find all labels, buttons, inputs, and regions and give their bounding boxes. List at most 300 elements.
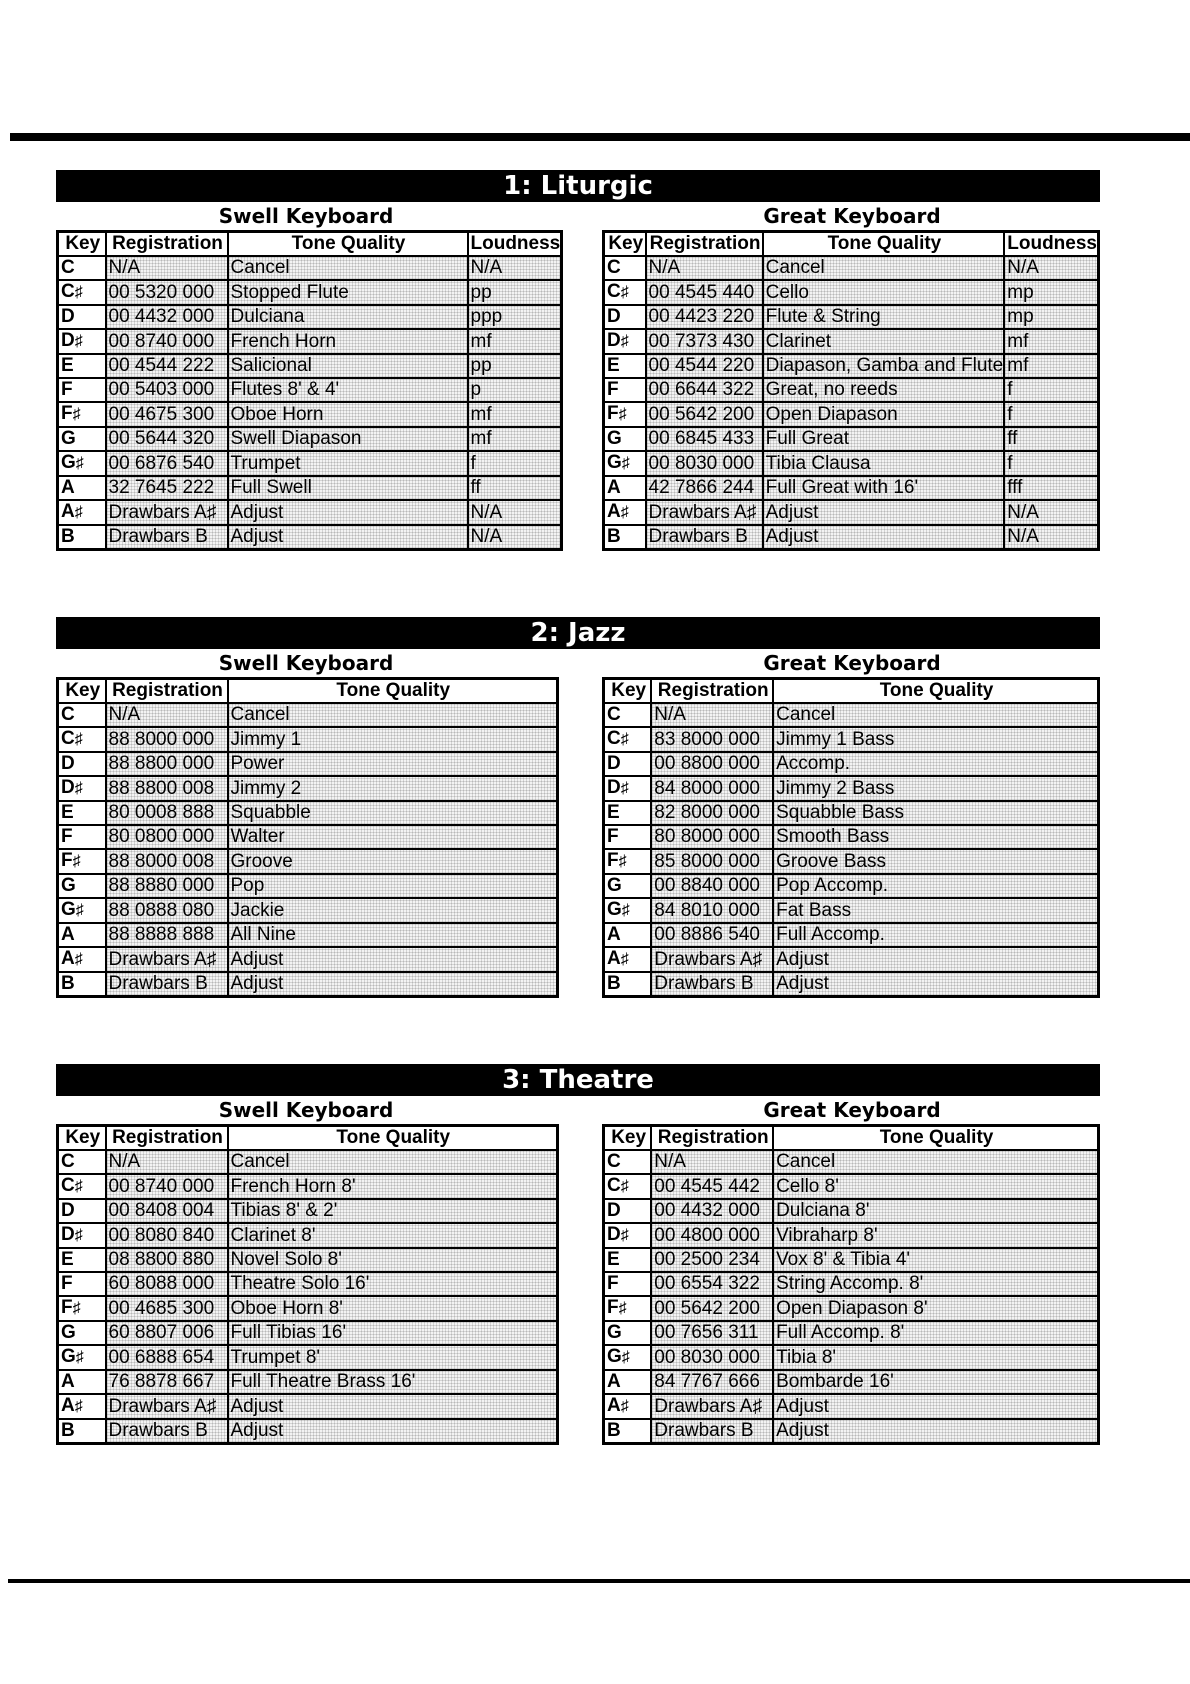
- table-row: [58, 703, 558, 727]
- table-row: [58, 1248, 558, 1272]
- tone-quality-cell: French Horn: [228, 329, 468, 354]
- registration-cell: 84 8000 000: [651, 776, 773, 801]
- registration-cell: 60 8088 000: [106, 1272, 228, 1296]
- tone-quality-cell: Full Swell: [228, 476, 468, 500]
- tone-quality-header: Tone Quality: [763, 232, 1005, 257]
- key-cell: F: [58, 825, 106, 849]
- tone-quality-cell: Novel Solo 8': [228, 1248, 558, 1272]
- registration-cell: 80 0800 000: [106, 825, 228, 849]
- key-cell: A: [604, 923, 652, 947]
- key-cell: F: [58, 1272, 106, 1296]
- key-cell: D♯: [58, 776, 106, 801]
- tone-quality-cell: Cancel: [773, 703, 1098, 727]
- great-keyboard-title: Great Keyboard: [763, 204, 941, 228]
- tone-quality-cell: Cello 8': [773, 1174, 1098, 1199]
- key-cell: F♯: [604, 1296, 652, 1321]
- table-row: [58, 923, 558, 947]
- key-cell: C: [58, 256, 106, 280]
- tone-quality-cell: Adjust: [228, 972, 558, 997]
- tone-quality-cell: Theatre Solo 16': [228, 1272, 558, 1296]
- tone-quality-cell: Stopped Flute: [228, 280, 468, 305]
- table-row: [58, 280, 562, 305]
- registration-cell: 00 8408 004: [106, 1199, 228, 1223]
- loudness-cell: mf: [1004, 354, 1098, 378]
- tone-quality-cell: Salicional: [228, 354, 468, 378]
- tone-quality-cell: Adjust: [773, 1419, 1098, 1444]
- key-header: Key: [58, 232, 106, 257]
- swell-registration-table: [56, 1124, 559, 1445]
- key-cell: C♯: [604, 1174, 652, 1199]
- registration-cell: 84 8010 000: [651, 898, 773, 923]
- registration-cell: 00 5320 000: [106, 280, 228, 305]
- key-cell: A: [58, 476, 106, 500]
- tone-quality-header: Tone Quality: [228, 1126, 558, 1151]
- table-row: [604, 1345, 1099, 1370]
- key-cell: E: [58, 1248, 106, 1272]
- registration-cell: Drawbars A♯: [651, 947, 773, 972]
- registration-cell: 08 8800 880: [106, 1248, 228, 1272]
- key-cell: C♯: [58, 1174, 106, 1199]
- key-cell: C: [604, 703, 652, 727]
- registration-cell: 88 8000 000: [106, 727, 228, 752]
- table-row: [604, 378, 1099, 402]
- table-row: [58, 1296, 558, 1321]
- registration-cell: 00 4685 300: [106, 1296, 228, 1321]
- tone-quality-cell: Full Theatre Brass 16': [228, 1370, 558, 1394]
- table-row: [58, 525, 562, 550]
- tone-quality-cell: Adjust: [773, 972, 1098, 997]
- tone-quality-cell: Vibraharp 8': [773, 1223, 1098, 1248]
- key-cell: C♯: [604, 727, 652, 752]
- loudness-header: Loudness: [1004, 232, 1098, 257]
- key-cell: D♯: [58, 1223, 106, 1248]
- tone-quality-cell: Pop: [228, 874, 558, 898]
- loudness-cell: N/A: [468, 525, 562, 550]
- key-cell: G♯: [58, 898, 106, 923]
- key-cell: G: [58, 427, 106, 451]
- tone-quality-cell: Accomp.: [773, 752, 1098, 776]
- key-cell: B: [58, 972, 106, 997]
- swell-keyboard-title: Swell Keyboard: [218, 204, 394, 228]
- key-cell: G♯: [58, 1345, 106, 1370]
- key-cell: D♯: [604, 329, 646, 354]
- table-row: [604, 1223, 1099, 1248]
- table-row: [604, 1248, 1099, 1272]
- key-cell: A: [58, 1370, 106, 1394]
- table-row: [604, 476, 1099, 500]
- table-header-row: [58, 679, 558, 704]
- tone-quality-cell: Flutes 8' & 4': [228, 378, 468, 402]
- registration-cell: 00 8030 000: [651, 1345, 773, 1370]
- key-cell: F: [604, 825, 652, 849]
- registration-cell: N/A: [646, 256, 763, 280]
- top-rule: [10, 133, 1190, 141]
- loudness-cell: fff: [1004, 476, 1098, 500]
- registration-cell: N/A: [106, 256, 228, 280]
- key-cell: E: [58, 354, 106, 378]
- tone-quality-cell: Adjust: [228, 500, 468, 525]
- tone-quality-cell: Full Tibias 16': [228, 1321, 558, 1345]
- key-cell: G: [58, 1321, 106, 1345]
- registration-cell: 00 6554 322: [651, 1272, 773, 1296]
- tone-quality-cell: Adjust: [763, 525, 1005, 550]
- registration-cell: 00 4432 000: [106, 305, 228, 329]
- tone-quality-cell: Oboe Horn 8': [228, 1296, 558, 1321]
- key-cell: A♯: [58, 500, 106, 525]
- registration-cell: 00 7373 430: [646, 329, 763, 354]
- registration-cell: 00 5642 200: [651, 1296, 773, 1321]
- table-row: [58, 1150, 558, 1174]
- tone-quality-cell: Jimmy 1: [228, 727, 558, 752]
- tone-quality-cell: Jimmy 2: [228, 776, 558, 801]
- registration-header: Registration: [106, 1126, 228, 1151]
- table-row: [58, 1321, 558, 1345]
- tone-quality-cell: Adjust: [773, 1394, 1098, 1419]
- table-row: [58, 329, 562, 354]
- section-title: 3: Theatre: [56, 1064, 1100, 1096]
- registration-cell: Drawbars B: [646, 525, 763, 550]
- registration-cell: 00 4432 000: [651, 1199, 773, 1223]
- registration-cell: 00 4800 000: [651, 1223, 773, 1248]
- registration-header: Registration: [651, 1126, 773, 1151]
- great-keyboard-title: Great Keyboard: [763, 1098, 941, 1122]
- loudness-cell: N/A: [1004, 525, 1098, 550]
- key-cell: D: [604, 305, 646, 329]
- tone-quality-cell: Squabble Bass: [773, 801, 1098, 825]
- key-cell: D: [58, 752, 106, 776]
- registration-cell: 85 8000 000: [651, 849, 773, 874]
- tone-quality-cell: Clarinet 8': [228, 1223, 558, 1248]
- table-row: [604, 451, 1099, 476]
- registration-cell: 00 4544 222: [106, 354, 228, 378]
- great-registration-table: [602, 677, 1100, 998]
- key-cell: G♯: [604, 1345, 652, 1370]
- tone-quality-cell: Swell Diapason: [228, 427, 468, 451]
- tone-quality-cell: French Horn 8': [228, 1174, 558, 1199]
- key-cell: D♯: [604, 776, 652, 801]
- table-row: [604, 752, 1099, 776]
- registration-cell: 00 6876 540: [106, 451, 228, 476]
- tone-quality-cell: Smooth Bass: [773, 825, 1098, 849]
- table-row: [604, 525, 1099, 550]
- swell-keyboard-title: Swell Keyboard: [218, 651, 394, 675]
- key-cell: E: [604, 1248, 652, 1272]
- registration-cell: 00 4675 300: [106, 402, 228, 427]
- section-title: 1: Liturgic: [56, 170, 1100, 202]
- key-cell: G: [604, 874, 652, 898]
- tone-quality-cell: Cancel: [763, 256, 1005, 280]
- key-cell: B: [604, 972, 652, 997]
- table-row: [58, 1394, 558, 1419]
- registration-cell: 00 8840 000: [651, 874, 773, 898]
- tone-quality-cell: Vox 8' & Tibia 4': [773, 1248, 1098, 1272]
- table-row: [58, 727, 558, 752]
- tone-quality-cell: Trumpet 8': [228, 1345, 558, 1370]
- key-cell: D: [604, 1199, 652, 1223]
- key-cell: C: [58, 703, 106, 727]
- table-row: [58, 1272, 558, 1296]
- registration-cell: 00 6845 433: [646, 427, 763, 451]
- tone-quality-cell: Bombarde 16': [773, 1370, 1098, 1394]
- table-row: [604, 1370, 1099, 1394]
- table-header-row: [58, 1126, 558, 1151]
- registration-header: Registration: [106, 232, 228, 257]
- registration-cell: 00 5403 000: [106, 378, 228, 402]
- table-row: [604, 329, 1099, 354]
- table-header-row: [604, 232, 1099, 257]
- tone-quality-cell: Full Great with 16': [763, 476, 1005, 500]
- loudness-cell: mf: [1004, 329, 1098, 354]
- tone-quality-cell: Jimmy 1 Bass: [773, 727, 1098, 752]
- key-cell: E: [58, 801, 106, 825]
- registration-cell: 00 2500 234: [651, 1248, 773, 1272]
- table-row: [58, 305, 562, 329]
- registration-cell: 00 4545 440: [646, 280, 763, 305]
- registration-cell: 84 7767 666: [651, 1370, 773, 1394]
- key-cell: D♯: [604, 1223, 652, 1248]
- registration-section: [56, 617, 1100, 994]
- key-cell: D: [604, 752, 652, 776]
- registration-cell: N/A: [106, 1150, 228, 1174]
- loudness-cell: mp: [1004, 280, 1098, 305]
- registration-cell: N/A: [651, 1150, 773, 1174]
- loudness-cell: pp: [468, 354, 562, 378]
- key-cell: F♯: [58, 1296, 106, 1321]
- table-row: [58, 972, 558, 997]
- key-cell: A♯: [604, 947, 652, 972]
- key-header: Key: [58, 1126, 106, 1151]
- registration-cell: 32 7645 222: [106, 476, 228, 500]
- key-cell: D: [58, 305, 106, 329]
- registration-cell: 00 5644 320: [106, 427, 228, 451]
- table-row: [58, 849, 558, 874]
- tone-quality-cell: Adjust: [228, 1419, 558, 1444]
- tone-quality-cell: Squabble: [228, 801, 558, 825]
- key-cell: F♯: [58, 402, 106, 427]
- table-row: [604, 354, 1099, 378]
- tone-quality-header: Tone Quality: [228, 679, 558, 704]
- tone-quality-cell: All Nine: [228, 923, 558, 947]
- tone-quality-cell: Flute & String: [763, 305, 1005, 329]
- registration-cell: 88 8880 000: [106, 874, 228, 898]
- key-cell: C♯: [604, 280, 646, 305]
- key-header: Key: [604, 232, 646, 257]
- key-cell: F♯: [604, 849, 652, 874]
- registration-cell: 42 7866 244: [646, 476, 763, 500]
- loudness-cell: mf: [468, 427, 562, 451]
- table-row: [58, 1370, 558, 1394]
- key-cell: A: [58, 923, 106, 947]
- table-row: [604, 1174, 1099, 1199]
- loudness-cell: f: [1004, 378, 1098, 402]
- key-cell: B: [604, 1419, 652, 1444]
- tone-quality-cell: Groove Bass: [773, 849, 1098, 874]
- loudness-cell: ppp: [468, 305, 562, 329]
- key-cell: A: [604, 476, 646, 500]
- registration-header: Registration: [646, 232, 763, 257]
- table-row: [604, 825, 1099, 849]
- table-row: [604, 1150, 1099, 1174]
- table-row: [604, 305, 1099, 329]
- table-row: [604, 703, 1099, 727]
- registration-cell: 00 8740 000: [106, 329, 228, 354]
- table-row: [58, 378, 562, 402]
- table-row: [58, 427, 562, 451]
- key-cell: G♯: [604, 898, 652, 923]
- registration-cell: 60 8807 006: [106, 1321, 228, 1345]
- loudness-cell: ff: [468, 476, 562, 500]
- loudness-cell: ff: [1004, 427, 1098, 451]
- tone-quality-cell: Dulciana 8': [773, 1199, 1098, 1223]
- tone-quality-cell: Full Accomp.: [773, 923, 1098, 947]
- tone-quality-cell: Full Accomp. 8': [773, 1321, 1098, 1345]
- table-row: [58, 476, 562, 500]
- registration-cell: Drawbars A♯: [646, 500, 763, 525]
- key-header: Key: [58, 679, 106, 704]
- registration-cell: N/A: [106, 703, 228, 727]
- table-row: [58, 752, 558, 776]
- tone-quality-cell: Cancel: [228, 703, 558, 727]
- table-row: [58, 1345, 558, 1370]
- tone-quality-header: Tone Quality: [228, 232, 468, 257]
- great-keyboard-title: Great Keyboard: [763, 651, 941, 675]
- registration-cell: 88 8000 008: [106, 849, 228, 874]
- registration-cell: 00 8886 540: [651, 923, 773, 947]
- registration-header: Registration: [651, 679, 773, 704]
- table-row: [604, 500, 1099, 525]
- key-cell: A♯: [58, 947, 106, 972]
- registration-cell: 00 4545 442: [651, 1174, 773, 1199]
- key-cell: F♯: [58, 849, 106, 874]
- key-cell: G: [604, 427, 646, 451]
- table-row: [58, 1199, 558, 1223]
- table-row: [58, 1174, 558, 1199]
- tone-quality-cell: Jimmy 2 Bass: [773, 776, 1098, 801]
- tone-quality-cell: Adjust: [763, 500, 1005, 525]
- tone-quality-cell: String Accomp. 8': [773, 1272, 1098, 1296]
- key-cell: G: [604, 1321, 652, 1345]
- table-row: [604, 1394, 1099, 1419]
- tone-quality-cell: Jackie: [228, 898, 558, 923]
- table-row: [604, 947, 1099, 972]
- loudness-header: Loudness: [468, 232, 562, 257]
- registration-cell: 88 8800 008: [106, 776, 228, 801]
- registration-cell: Drawbars B: [106, 525, 228, 550]
- tone-quality-cell: Adjust: [228, 947, 558, 972]
- loudness-cell: mp: [1004, 305, 1098, 329]
- tone-quality-cell: Power: [228, 752, 558, 776]
- table-row: [604, 801, 1099, 825]
- loudness-cell: N/A: [1004, 500, 1098, 525]
- bottom-rule: [8, 1579, 1190, 1583]
- table-row: [58, 874, 558, 898]
- tone-quality-cell: Walter: [228, 825, 558, 849]
- registration-cell: 88 0888 080: [106, 898, 228, 923]
- loudness-cell: f: [1004, 402, 1098, 427]
- table-row: [604, 972, 1099, 997]
- tone-quality-cell: Oboe Horn: [228, 402, 468, 427]
- key-cell: F: [604, 1272, 652, 1296]
- tone-quality-cell: Cancel: [228, 1150, 558, 1174]
- registration-cell: 00 8080 840: [106, 1223, 228, 1248]
- registration-cell: Drawbars B: [106, 972, 228, 997]
- key-cell: G♯: [604, 451, 646, 476]
- table-row: [58, 825, 558, 849]
- tone-quality-cell: Tibia 8': [773, 1345, 1098, 1370]
- key-cell: C: [58, 1150, 106, 1174]
- table-header-row: [604, 679, 1099, 704]
- loudness-cell: f: [468, 451, 562, 476]
- registration-cell: 82 8000 000: [651, 801, 773, 825]
- table-row: [58, 500, 562, 525]
- registration-section: [56, 170, 1100, 547]
- tone-quality-cell: Cello: [763, 280, 1005, 305]
- great-registration-table: [602, 230, 1100, 551]
- tone-quality-cell: Adjust: [773, 947, 1098, 972]
- registration-cell: 00 7656 311: [651, 1321, 773, 1345]
- tone-quality-cell: Trumpet: [228, 451, 468, 476]
- loudness-cell: mf: [468, 402, 562, 427]
- key-cell: C: [604, 256, 646, 280]
- table-row: [58, 451, 562, 476]
- key-header: Key: [604, 1126, 652, 1151]
- section-title: 2: Jazz: [56, 617, 1100, 649]
- table-row: [604, 1199, 1099, 1223]
- tone-quality-cell: Cancel: [773, 1150, 1098, 1174]
- key-cell: E: [604, 801, 652, 825]
- table-row: [604, 1296, 1099, 1321]
- table-row: [58, 1419, 558, 1444]
- registration-cell: Drawbars A♯: [651, 1394, 773, 1419]
- tone-quality-cell: Pop Accomp.: [773, 874, 1098, 898]
- table-header-row: [58, 232, 562, 257]
- table-row: [604, 874, 1099, 898]
- great-registration-table: [602, 1124, 1100, 1445]
- table-row: [604, 256, 1099, 280]
- registration-cell: 80 0008 888: [106, 801, 228, 825]
- registration-cell: 00 4423 220: [646, 305, 763, 329]
- loudness-cell: pp: [468, 280, 562, 305]
- registration-cell: 00 4544 220: [646, 354, 763, 378]
- registration-cell: Drawbars A♯: [106, 947, 228, 972]
- registration-cell: 00 6644 322: [646, 378, 763, 402]
- key-cell: D: [58, 1199, 106, 1223]
- key-cell: G: [58, 874, 106, 898]
- table-row: [604, 427, 1099, 451]
- key-cell: C: [604, 1150, 652, 1174]
- tone-quality-cell: Great, no reeds: [763, 378, 1005, 402]
- key-cell: F: [58, 378, 106, 402]
- registration-cell: 00 8800 000: [651, 752, 773, 776]
- registration-cell: 83 8000 000: [651, 727, 773, 752]
- table-row: [604, 280, 1099, 305]
- table-row: [604, 849, 1099, 874]
- key-cell: B: [58, 525, 106, 550]
- loudness-cell: N/A: [468, 256, 562, 280]
- table-row: [604, 923, 1099, 947]
- loudness-cell: N/A: [468, 500, 562, 525]
- table-row: [58, 354, 562, 378]
- registration-section: [56, 1064, 1100, 1441]
- table-header-row: [604, 1126, 1099, 1151]
- registration-cell: 80 8000 000: [651, 825, 773, 849]
- registration-cell: 88 8888 888: [106, 923, 228, 947]
- tone-quality-header: Tone Quality: [773, 679, 1098, 704]
- tone-quality-cell: Groove: [228, 849, 558, 874]
- key-cell: A: [604, 1370, 652, 1394]
- registration-cell: 00 6888 654: [106, 1345, 228, 1370]
- table-row: [58, 801, 558, 825]
